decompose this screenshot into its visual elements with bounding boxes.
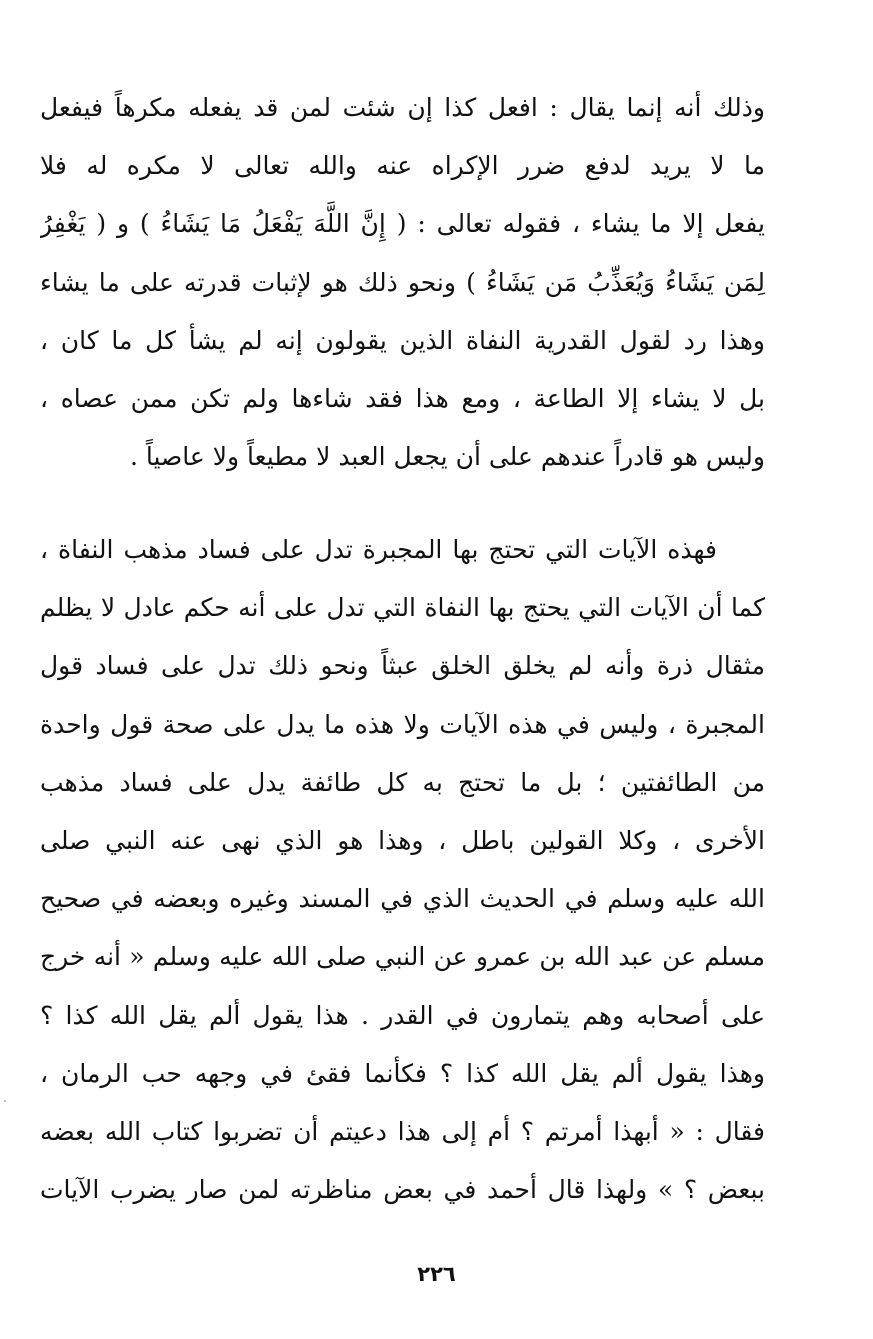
page-number: ٢٢٦ — [417, 1262, 456, 1286]
text-line: وهذا رد لقول القدرية النفاة الذين يقولون إنه لم يشأ كل ما كان ، — [40, 325, 765, 355]
text-line: لِمَن يَشَاءُ وَيُعَذِّبُ مَن يَشَاءُ ) ونحو ذلك هو لإثبات قدرته على ما يشاء — [40, 267, 765, 297]
text-line: فهذه الآيات التي تحتج بها المجبرة تدل على فساد مذهب النفاة ، — [40, 535, 717, 564]
text-line: بل لا يشاء إلا الطاعة ، ومع هذا فقد شاءها ولم تكن ممن عصاه ، — [40, 383, 765, 413]
text-line: على أصحابه وهم يتمارون في القدر . هذا يقول ألم يقل الله كذا ؟ — [40, 1000, 765, 1030]
text-line: وليس هو قادراً عندهم على أن يجعل العبد لا مطيعاً ولا عاصياً . — [130, 442, 765, 472]
text-line: وهذا يقول ألم يقل الله كذا ؟ فكأنما فقئ في وجهه حب الرمان ، — [40, 1058, 765, 1088]
text-line: كما أن الآيات التي يحتج بها النفاة التي تدل على أنه حكم عادل لا يظلم — [40, 593, 765, 623]
text-line: ببعض ؟ » ولهذا قال أحمد في بعض مناظرته لمن صار يضرب الآيات — [40, 1175, 765, 1205]
text-line: وذلك أنه إنما يقال : افعل كذا إن شئت لمن قد يفعله مكرهاً فيفعل — [40, 93, 765, 122]
text-line: المجبرة ، وليس في هذه الآيات ولا هذه ما يدل على صحة قول واحدة — [40, 709, 765, 739]
text-line: فقال : « أبهذا أمرتم ؟ أم إلى هذا دعيتم أن تضربوا كتاب الله بعضه — [40, 1116, 765, 1146]
text-line: مثقال ذرة وأنه لم يخلق الخلق عبثاً ونحو ذلك تدل على فساد قول — [40, 651, 765, 681]
text-line: يفعل إلا ما يشاء ، فقوله تعالى : ( إِنَّ اللَّهَ يَفْعَلُ مَا يَشَاءُ ) و ( يَغْفِرُ — [40, 209, 765, 239]
text-line: ما لا يريد لدفع ضرر الإكراه عنه والله تعالى لا مكره له فلا — [40, 151, 765, 181]
paragraph-1 — [40, 79, 765, 486]
scan-speck — [4, 1100, 6, 1102]
text-line: الأخرى ، وكلا القولين باطل ، وهذا هو الذي نهى عنه النبي صلى — [40, 825, 765, 855]
text-line: من الطائفتين ؛ بل ما تحتج به كل طائفة يدل على فساد مذهب — [40, 767, 765, 797]
text-line: مسلم عن عبد الله بن عمرو عن النبي صلى الله عليه وسلم « أنه خرج — [40, 942, 765, 972]
paragraph-2 — [40, 521, 765, 1219]
text-line: الله عليه وسلم في الحديث الذي في المسند وغيره وبعضه في صحيح — [40, 884, 765, 914]
